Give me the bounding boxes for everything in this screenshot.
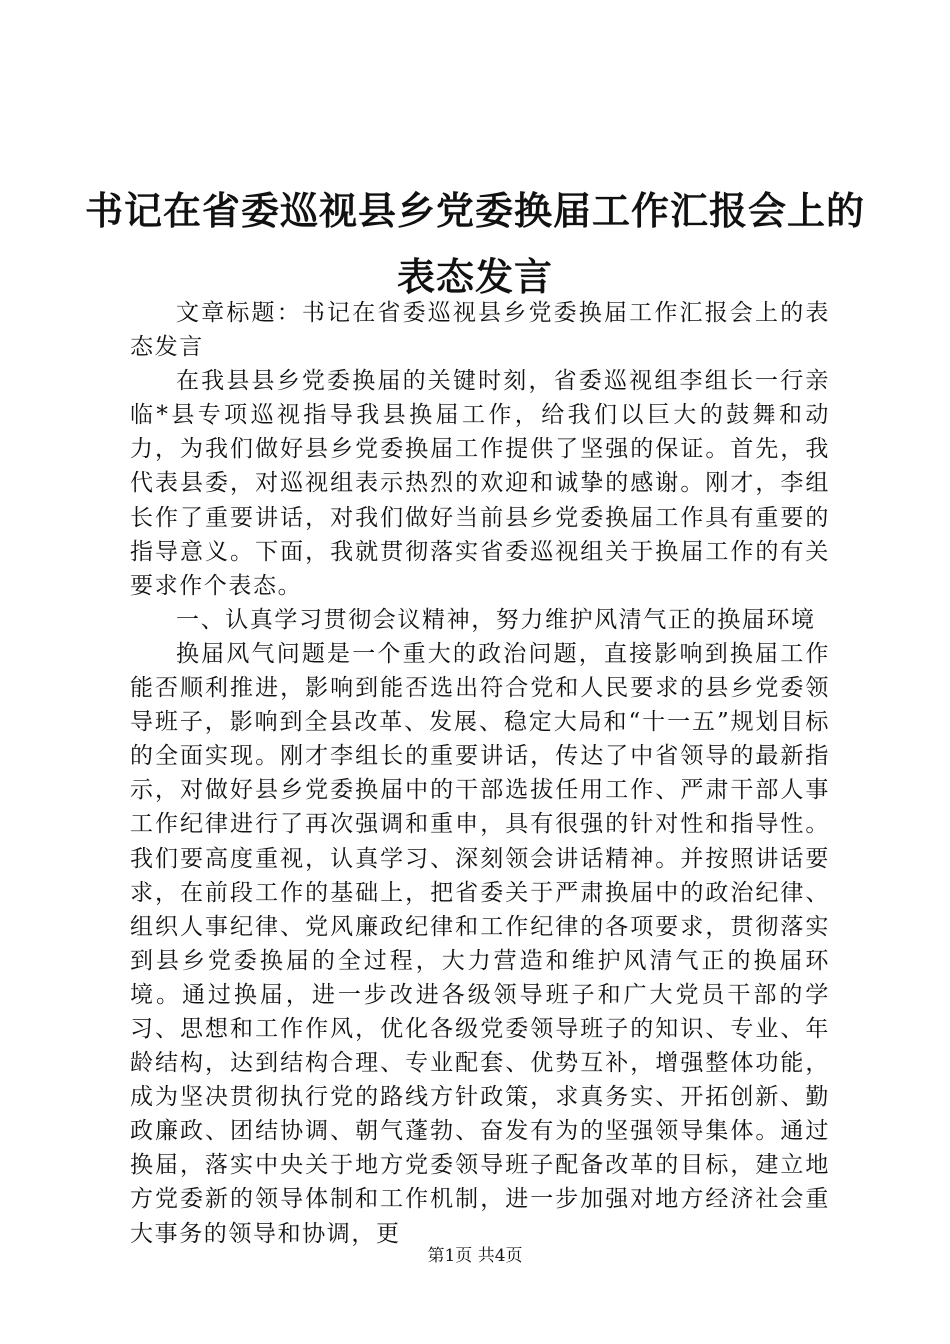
section-1-paragraph: 换届风气问题是一个重大的政治问题，直接影响到换届工作能否顺利推进，影响到能否选出符合党和人民要求的县乡党委领导班子，影响到全县改革、发展、稳定大局和“十一五”规划目标的全面实现。刚才李组长的重要讲话，传达了中省领导的最新指示，对做好县乡党委换届中的干部选拔任用工作、严肃干部人事工作纪律进行了再次强调和重申，具有很强的针对性和指导性。我们要高度重视，认真学习、深刻领会讲话精神。并按照讲话要求，在前段工作的基础上，把省委关于严肃换届中的政治纪律、组织人事纪律、党风廉政纪律和工作纪律的各项要求，贯彻落实到县乡党委换届的全过程，大力营造和维护风清气正的换届环境。通过换届，进一步改进各级领导班子和广大党员干部的学习、思想和工作作风，优化各级党委领导班子的知识、专业、年龄结构，达到结构合理、专业配套、优势互补，增强整体功能，成为坚决贯彻执行党的路线方针政策，求真务实、开拓创新、勤政廉政、团结协调、朝气蓬勃、奋发有为的坚强领导集体。通过换届，落实中央关于地方党委领导班子配备改革的目标，建立地方党委新的领导体制和工作机制，进一步加强对地方经济社会重大事务的领导和协调，更	[130, 640, 830, 1247]
article-title-paragraph: 文章标题：书记在省委巡视县乡党委换届工作汇报会上的表态发言	[130, 300, 830, 361]
intro-paragraph: 在我县县乡党委换届的关键时刻，省委巡视组李组长一行亲临*县专项巡视指导我县换届工作，给我们以巨大的鼓舞和动力，为我们做好县乡党委换届工作提供了坚强的保证。首先，我代表县委，对巡视组表示热烈的欢迎和诚挚的感谢。刚才，李组长作了重要讲话，对我们做好当前县乡党委换届工作具有重要的指导意义。下面，我就贯彻落实省委巡视组关于换届工作的有关要求作个表态。	[130, 368, 830, 599]
document-body	[130, 296, 830, 1251]
document-title: 书记在省委巡视县乡党委换届工作汇报会上的表态发言	[84, 189, 865, 299]
section-heading-1: 一、认真学习贯彻会议精神，努力维护风清气正的换届环境	[176, 606, 816, 633]
page-footer: 第1页 共4页	[427, 1246, 523, 1266]
